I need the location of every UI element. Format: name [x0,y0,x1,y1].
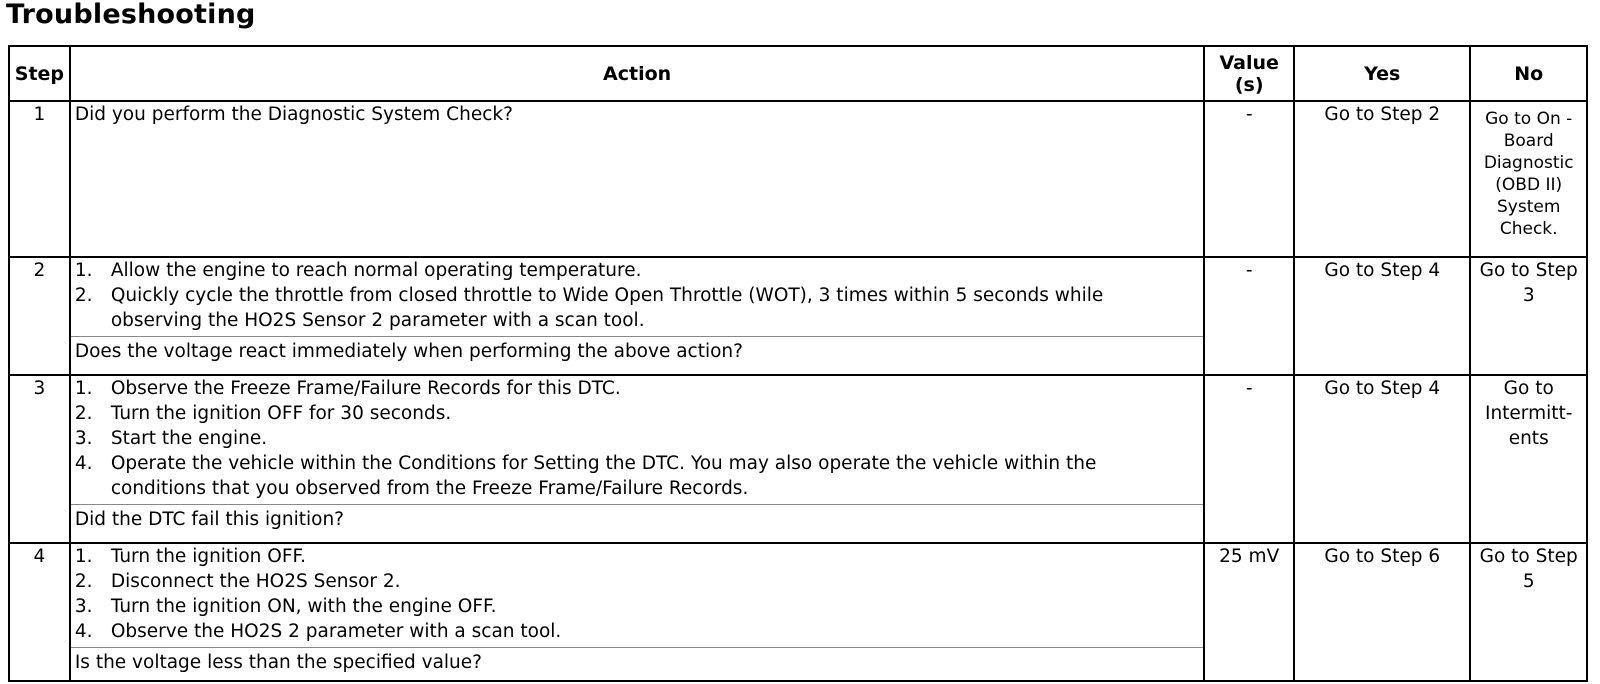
list-item [71,283,1204,333]
table-row [9,101,1587,257]
action-cell [70,257,1205,375]
list-item [71,451,1204,501]
no-cell[interactable]: Go to Step 5 [1470,543,1587,681]
yes-cell[interactable]: Go to Step 4 [1294,375,1470,543]
list-number: 2. [74,571,93,593]
list-item [71,376,1204,401]
action-steps-list [71,258,1204,333]
action-step-text: Turn the ignition OFF for 30 seconds. [110,402,452,424]
list-number: 2. [74,402,93,424]
action-step-text: Turn the ignition ON, with the engine OFF. [110,596,497,618]
action-question: Is the voltage less than the specified value? [71,647,1204,678]
step-number: 2 [9,257,70,375]
action-cell [70,543,1205,681]
table-header-row [9,46,1587,101]
list-item [71,544,1204,569]
table-row [9,257,1587,375]
list-item [71,619,1204,644]
no-cell[interactable]: Go to Intermitt- ents [1470,375,1587,543]
list-number: 1. [74,546,93,568]
list-item [71,426,1204,451]
yes-cell[interactable]: Go to Step 6 [1294,543,1470,681]
list-item [71,569,1204,594]
header-action: Action [70,46,1205,101]
value-cell: - [1204,101,1294,257]
action-steps-list [71,376,1204,501]
list-number: 4. [74,452,93,474]
value-cell: 25 mV [1204,543,1294,681]
header-no: No [1470,46,1587,101]
action-steps-list [71,544,1204,644]
action-question: Did the DTC fail this ignition? [71,504,1204,535]
list-number: 3. [74,427,93,449]
yes-cell[interactable]: Go to Step 2 [1294,101,1470,257]
list-item [71,594,1204,619]
action-step-text: Quickly cycle the throttle from closed throttle to Wide Open Throttle (WOT), 3 times within 5 seconds while observing the HO2S Sensor 2 parameter with a scan tool. [110,285,1104,332]
action-question: Does the voltage react immediately when performing the above action? [71,336,1204,367]
no-cell[interactable]: Go to Step 3 [1470,257,1587,375]
table-row [9,375,1587,543]
list-number: 2. [74,285,93,307]
table-row [9,543,1587,681]
action-cell [70,101,1205,257]
header-step: Step [9,46,70,101]
list-number: 3. [74,596,93,618]
header-value: Value (s) [1204,46,1294,101]
action-step-text: Turn the ignition OFF. [110,546,307,568]
list-item [71,258,1204,283]
action-step-text: Start the engine. [110,427,268,449]
action-question: Did you perform the Diagnostic System Check? [74,104,513,125]
step-number: 1 [9,101,70,257]
troubleshooting-table [8,45,1588,682]
action-step-text: Observe the HO2S 2 parameter with a scan tool. [110,621,562,643]
list-number: 4. [74,621,93,643]
yes-cell[interactable]: Go to Step 4 [1294,257,1470,375]
action-step-text: Disconnect the HO2S Sensor 2. [110,571,401,593]
no-cell[interactable]: Go to On -Board Diagnostic (OBD II) System Check. [1470,101,1587,257]
value-cell: - [1204,257,1294,375]
list-number: 1. [74,260,93,282]
header-yes: Yes [1294,46,1470,101]
action-step-text: Allow the engine to reach normal operating temperature. [110,260,642,282]
step-number: 4 [9,543,70,681]
action-step-text: Observe the Freeze Frame/Failure Records for this DTC. [110,377,621,399]
list-item [71,401,1204,426]
page-title: Troubleshooting [6,0,256,30]
action-step-text: Operate the vehicle within the Conditions for Setting the DTC. You may also operate the vehicle within the conditions that you observed from the Freeze Frame/Failure Records. [110,452,1097,499]
value-cell: - [1204,375,1294,543]
list-number: 1. [74,377,93,399]
action-cell [70,375,1205,543]
step-number: 3 [9,375,70,543]
